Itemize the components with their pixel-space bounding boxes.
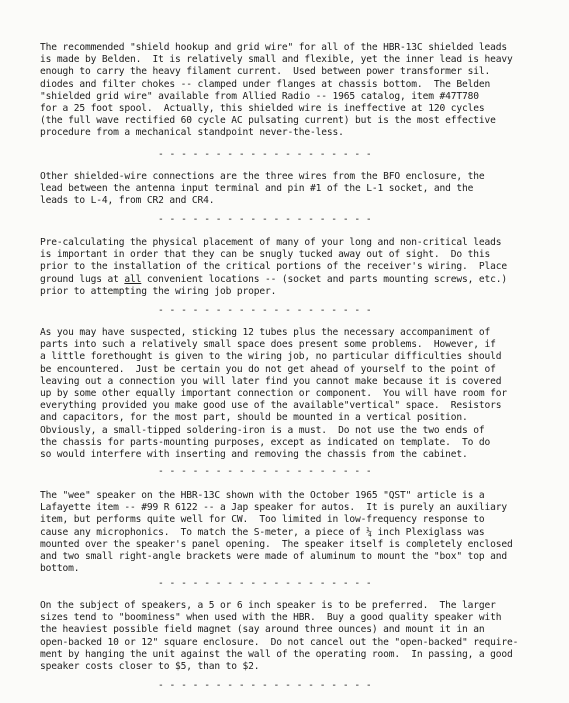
text-line: and two small right-angle brackets were made of aluminum to mount the "box" top and (40, 551, 507, 563)
text-line: leaving out a connection you will later find you cannot make because it is covered (40, 375, 502, 387)
text-line: the chassis for parts-mounting purposes, except as indicated on template. To do (40, 436, 491, 448)
text-line: and capacitors, for the most part, should be mounted in a vertical position. (40, 412, 468, 424)
text-line: sizes tend to "boominess" when used with the HBR. Buy a good quality speaker with (40, 612, 502, 624)
underlined-word: all (124, 273, 142, 285)
section-separator: - - - - - - - - - - - - - - - - - - - (158, 578, 372, 589)
paragraph-other-shielded (40, 171, 560, 208)
text-line: leads to L-4, from CR2 and CR4. (40, 195, 215, 207)
paragraph-wee-speaker (40, 490, 560, 575)
paragraph-speakers (40, 600, 560, 673)
text-line: prior to attempting the wiring job proper. (40, 285, 277, 297)
text-line: for a 25 foot spool. Actually, this shielded wire is ineffective at 120 cycles (40, 103, 485, 115)
text-line: The recommended "shield hookup and grid wire" for all of the HBR-13C shielded leads (40, 42, 507, 53)
text-line: "shielded grid wire" available from Allied Radio -- 1965 catalog, item #47T780 (40, 90, 479, 102)
text-line: As you may have suspected, sticking 12 tubes plus the necessary accompaniment of (40, 327, 491, 338)
text-line: diodes and filter chokes -- clamped under flanges at chassis bottom. The Belden (40, 78, 491, 90)
text-line: is made by Belden. It is relatively small and flexible, yet the inner lead is heavy (40, 54, 513, 66)
text-line: the heaviest possible field magnet (say around three ounces) and mount it in an (40, 624, 485, 636)
text-line: procedure from a mechanical standpoint never-the-less. (40, 127, 344, 139)
text-line: ment by hanging the unit against the wall of the operating room. In passing, a good (40, 648, 513, 660)
text-line: cause any microphonics. To match the S-meter, a piece of ¼ inch Plexiglass was (40, 526, 485, 538)
text-line: Obviously, a small-tipped soldering-iron is a must. Do not use the two ends of (40, 424, 485, 436)
text-line: item, but performs quite well for CW. Too limited in low-frequency response to (40, 514, 485, 526)
text-line: parts into such a relatively small space does present some problems. However, if (40, 339, 496, 351)
text-line: everything provided you make good use of the available"vertical" space. Resistors (40, 400, 502, 412)
text-line: (the full wave rectified 60 cycle AC pulsating current) but is the most effective (40, 115, 496, 127)
section-separator: - - - - - - - - - - - - - - - - - - - (158, 214, 372, 225)
text-line: Pre-calculating the physical placement of many of your long and non-critical leads (40, 237, 502, 248)
text-line: bottom. (40, 563, 80, 575)
text-line: be encountered. Just be certain you do not get ahead of yourself to the point of (40, 363, 496, 375)
text-line: open-backed 10 or 12" square enclosure. Do not cancel out the "open-backed" require- (40, 636, 519, 648)
paragraph-twelve-tubes (40, 327, 560, 461)
text-line: a little forethought is given to the wiring job, no particular difficulties should (40, 351, 502, 363)
text-line: lead between the antenna input terminal and pin #1 of the L-1 socket, and the (40, 183, 474, 195)
text-line: Lafayette item -- #99 R 6122 -- a Jap speaker for autos. It is purely an auxiliary (40, 502, 507, 514)
text-line: mounted over the speaker's panel opening. The speaker itself is completely enclosed (40, 538, 513, 550)
text-line: so would interfere with inserting and removing the chassis from the cabinet. (40, 449, 468, 461)
text-line: prior to the installation of the critical portions of the receiver's wiring. Place (40, 261, 507, 273)
text-line: up by some other equally important connection or component. You will have room for (40, 388, 507, 400)
section-separator: - - - - - - - - - - - - - - - - - - - (158, 149, 372, 160)
text-line: Other shielded-wire connections are the three wires from the BFO enclosure, the (40, 171, 485, 182)
section-separator: - - - - - - - - - - - - - - - - - - - (158, 466, 372, 477)
text-line: ground lugs at all convenient locations -- (socket and parts mounting screws, etc.) (40, 273, 507, 285)
text-line: enough to carry the heavy filament current. Used between power transformer sil. (40, 66, 491, 78)
text-line: On the subject of speakers, a 5 or 6 inch speaker is to be preferred. The larger (40, 600, 496, 611)
text-line: is important in order that they can be snugly tucked away out of sight. Do this (40, 249, 491, 261)
section-separator: - - - - - - - - - - - - - - - - - - - (158, 305, 372, 316)
text-line: The "wee" speaker on the HBR-13C shown with the October 1965 "QST" article is a (40, 490, 485, 501)
paragraph-precalculating (40, 237, 560, 298)
text-line: speaker costs closer to $5, than to $2. (40, 661, 260, 673)
paragraph-shield-wire (40, 42, 560, 140)
section-separator: - - - - - - - - - - - - - - - - - - - (158, 680, 372, 691)
